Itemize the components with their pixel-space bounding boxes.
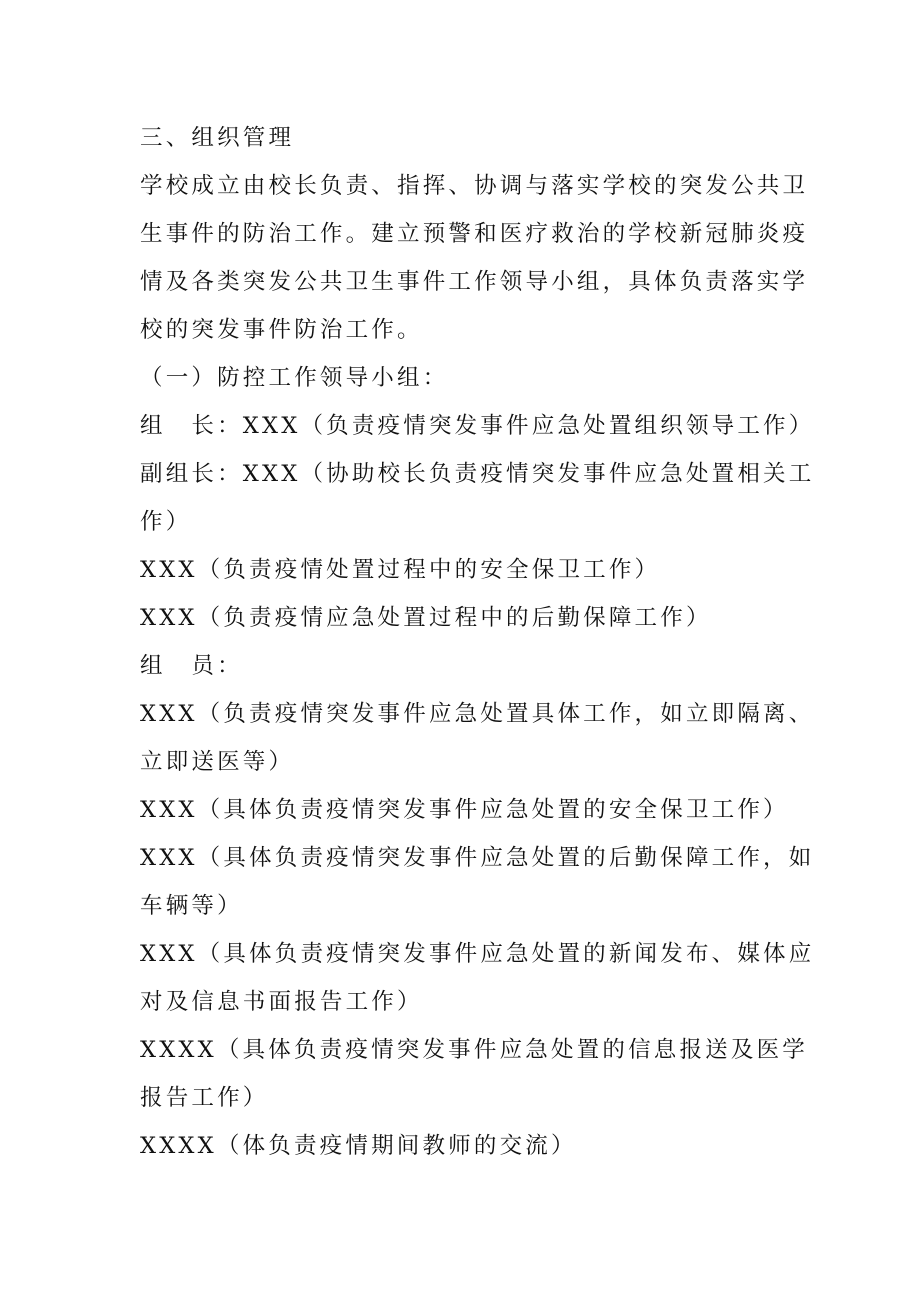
paragraph-line: XXX（具体负责疫情突发事件应急处置的新闻发布、媒体应 xyxy=(140,941,815,967)
member-entry xyxy=(140,690,815,786)
paragraph-line: XXX（具体负责疫情突发事件应急处置的后勤保障工作，如 xyxy=(140,845,815,871)
paragraph-line: 作） xyxy=(140,509,192,535)
section-heading: 三、组织管理 xyxy=(140,125,295,151)
paragraph-line: XXXX（具体负责疫情突发事件应急处置的信息报送及医学 xyxy=(140,1037,808,1063)
intro-paragraph xyxy=(140,162,809,354)
paragraph-line: 立即送医等） xyxy=(140,749,295,775)
deputy-extra-entry: XXX（负责疫情应急处置过程中的后勤保障工作） xyxy=(140,605,712,631)
members-label: 组 员： xyxy=(140,653,243,679)
paragraph-line: XXX（负责疫情突发事件应急处置具体工作，如立即隔离、 xyxy=(140,701,815,727)
member-entry xyxy=(140,1026,808,1122)
paragraph-line: 对及信息书面报告工作） xyxy=(140,989,423,1015)
paragraph-line: 校的突发事件防治工作。 xyxy=(140,317,423,343)
paragraph-line: 报告工作） xyxy=(140,1085,269,1111)
member-entry xyxy=(140,930,815,1026)
subsection-heading: （一）防控工作领导小组： xyxy=(140,365,449,391)
paragraph-line: 副组长：XXX（协助校长负责疫情突发事件应急处置相关工 xyxy=(140,461,815,487)
deputy-entry xyxy=(140,450,815,546)
member-entry xyxy=(140,834,815,930)
deputy-extra-entry: XXX（负责疫情处置过程中的安全保卫工作） xyxy=(140,557,661,583)
paragraph-line: 车辆等） xyxy=(140,893,243,919)
member-entry: XXX（具体负责疫情突发事件应急处置的安全保卫工作） xyxy=(140,797,789,823)
leader-entry: 组 长：XXX（负责疫情突发事件应急处置组织领导工作） xyxy=(140,413,815,439)
paragraph-line: 情及各类突发公共卫生事件工作领导小组，具体负责落实学 xyxy=(140,269,809,295)
paragraph-line: 生事件的防治工作。建立预警和医疗救治的学校新冠肺炎疫 xyxy=(140,221,809,247)
member-entry: XXXX（体负责疫情期间教师的交流） xyxy=(140,1133,577,1159)
paragraph-line: 学校成立由校长负责、指挥、协调与落实学校的突发公共卫 xyxy=(140,173,809,199)
document-body xyxy=(140,114,815,1170)
